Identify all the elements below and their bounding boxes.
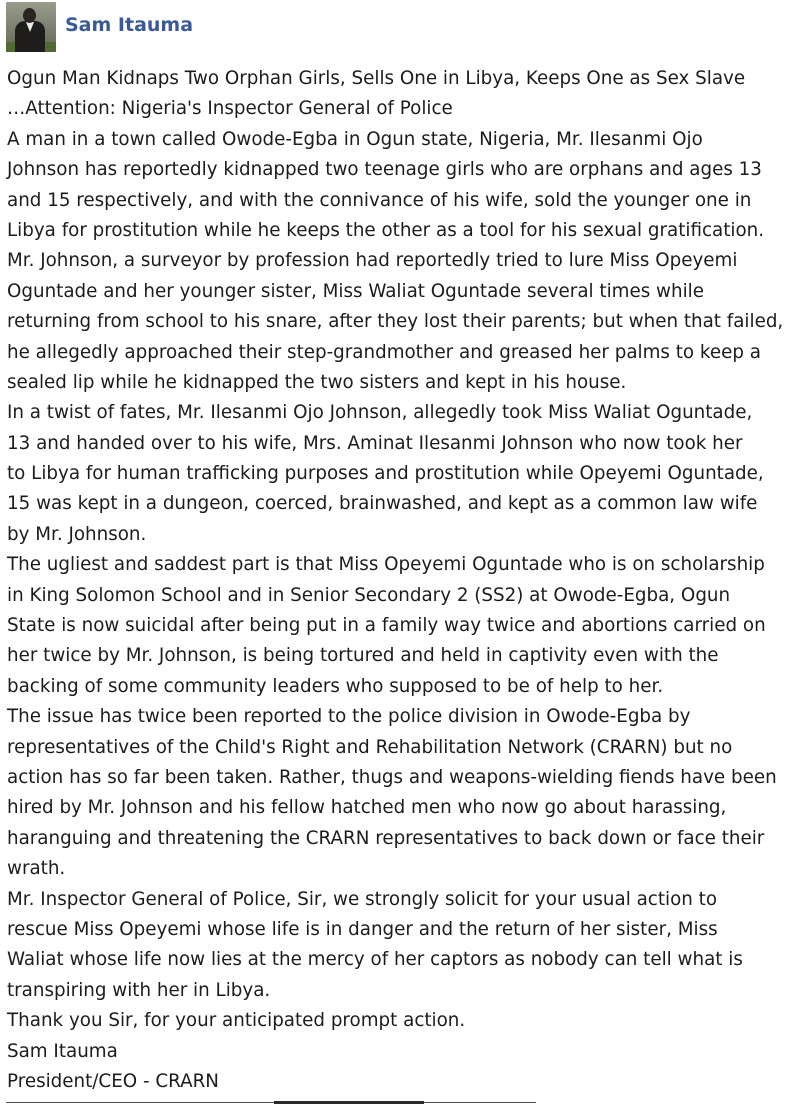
post-text-line: In a twist of fates, Mr. Ilesanmi Ojo Johnson, allegedly took Miss Waliat Oguntade, bbox=[7, 402, 753, 424]
author-name-link[interactable]: Sam Itauma bbox=[65, 14, 194, 36]
post-text-line: Mr. Johnson, a surveyor by profession had reportedly tried to lure Miss Opeyemi bbox=[7, 250, 738, 272]
post-header bbox=[6, 2, 193, 52]
post-text-line: Oguntade and her younger sister, Miss Waliat Oguntade several times while bbox=[7, 280, 704, 302]
divider bbox=[6, 1102, 536, 1103]
post-text-line: The issue has twice been reported to the police division in Owode-Egba by bbox=[7, 706, 691, 728]
post-text-line: Thank you Sir, for your anticipated prompt action. bbox=[7, 1010, 466, 1032]
post-text-line: backing of some community leaders who supposed to be of help to her. bbox=[7, 675, 664, 697]
post-text-line: action has so far been taken. Rather, thugs and weapons-wielding fiends have been bbox=[7, 766, 777, 788]
post-text-line: Johnson has reportedly kidnapped two teenage girls who are orphans and ages 13 bbox=[7, 159, 762, 181]
avatar[interactable] bbox=[6, 2, 56, 52]
post-text-line: The ugliest and saddest part is that Miss Opeyemi Oguntade who is on scholarship bbox=[7, 554, 765, 576]
post-text-line: to Libya for human trafficking purposes and prostitution while Opeyemi Oguntade, bbox=[7, 463, 764, 485]
post-text-line: State is now suicidal after being put in a family way twice and abortions carried on bbox=[7, 615, 766, 637]
post-text-line: returning from school to his snare, after they lost their parents; but when that failed, bbox=[7, 311, 784, 333]
post-text-line: A man in a town called Owode-Egba in Ogun state, Nigeria, Mr. Ilesanmi Ojo bbox=[7, 128, 703, 150]
post-text-line: Sam Itauma bbox=[7, 1040, 118, 1062]
post-text-line: her twice by Mr. Johnson, is being tortured and held in captivity even with the bbox=[7, 645, 719, 667]
divider-segment bbox=[274, 1101, 424, 1104]
post-text-line: transpiring with her in Libya. bbox=[7, 979, 271, 1001]
post-text-line: sealed lip while he kidnapped the two sisters and kept in his house. bbox=[7, 371, 627, 393]
avatar-figure-head bbox=[23, 8, 36, 23]
post-text-line: Ogun Man Kidnaps Two Orphan Girls, Sells One in Libya, Keeps One as Sex Slave bbox=[7, 68, 746, 89]
post-text-line: representatives of the Child's Right and Rehabilitation Network (CRARN) but no bbox=[7, 736, 733, 758]
post-text-line: …Attention: Nigeria's Inspector General of Police bbox=[7, 98, 453, 120]
post-text-line: in King Solomon School and in Senior Secondary 2 (SS2) at Owode-Egba, Ogun bbox=[7, 584, 731, 606]
post-text-line: Libya for prostitution while he keeps the other as a tool for his sexual gratification. bbox=[7, 219, 765, 241]
post-text-line: 15 was kept in a dungeon, coerced, brainwashed, and kept as a common law wife bbox=[7, 493, 758, 515]
post-text-line: and 15 respectively, and with the connivance of his wife, sold the younger one in bbox=[7, 189, 752, 211]
post-text-line: President/CEO - CRARN bbox=[7, 1070, 219, 1092]
post-text-line: hired by Mr. Johnson and his fellow hatched men who now go about harassing, bbox=[7, 797, 727, 819]
post-text bbox=[7, 64, 787, 1097]
post-text-line: by Mr. Johnson. bbox=[7, 523, 147, 545]
post-text-line: rescue Miss Opeyemi whose life is in danger and the return of her sister, Miss bbox=[7, 918, 718, 940]
post-text-line: wrath. bbox=[7, 858, 66, 880]
post-text-line: Waliat whose life now lies at the mercy of her captors as nobody can tell what is bbox=[7, 949, 743, 971]
post-text-line: Mr. Inspector General of Police, Sir, we strongly solicit for your usual action to bbox=[7, 888, 718, 910]
post-text-line: he allegedly approached their step-grandmother and greased her palms to keep a bbox=[7, 341, 761, 363]
post-text-line: haranguing and threatening the CRARN representatives to back down or face their bbox=[7, 827, 765, 849]
post-text-line: 13 and handed over to his wife, Mrs. Aminat Ilesanmi Johnson who now took her bbox=[7, 432, 743, 454]
